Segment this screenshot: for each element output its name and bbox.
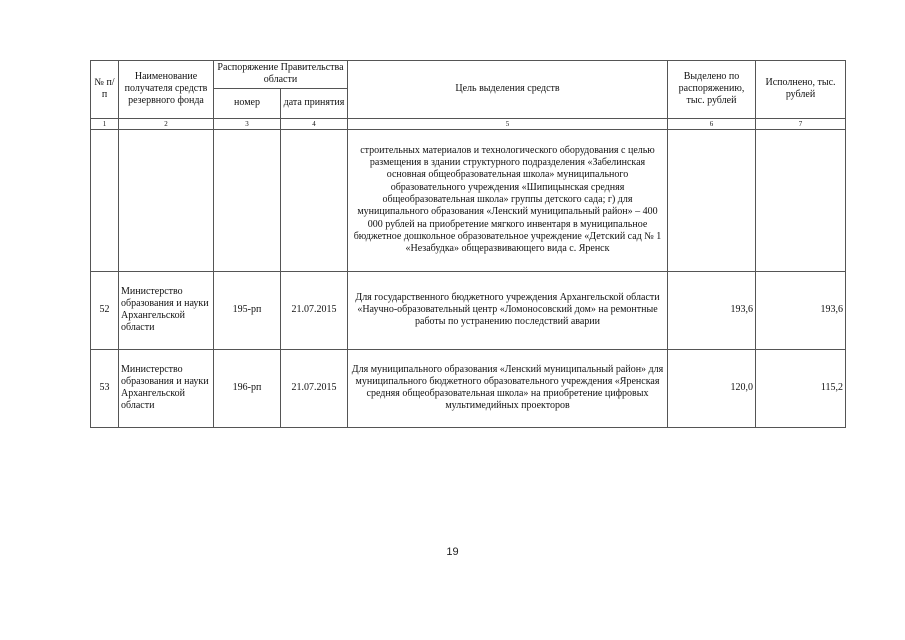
column-number-row [91,118,846,129]
row-order-number: 196-рп [214,349,281,427]
column-number: 1 [91,118,119,129]
empty-cell [756,129,846,271]
row-no: 53 [91,349,119,427]
row-recipient: Министерство образования и науки Архангельской области [119,271,214,349]
row-executed: 115,2 [756,349,846,427]
header-no: № п/п [91,61,119,119]
empty-cell [281,129,348,271]
header-allocated: Выделено по распоряжению, тыс. рублей [668,61,756,119]
empty-cell [668,129,756,271]
column-number: 4 [281,118,348,129]
table-row [91,271,846,349]
column-number: 7 [756,118,846,129]
row-executed: 193,6 [756,271,846,349]
row-order-number: 195-рп [214,271,281,349]
row-order-date: 21.07.2015 [281,349,348,427]
empty-cell [91,129,119,271]
continuation-purpose: строительных материалов и технологического оборудования с целью размещения в здании структурного подразделения «Забелинская основная общеобразовательная школа» муниципального образовательного учреждения «Шипицынская средняя общеобразовательная школа» группы детского сада; г) для муниципального образования «Ленский муниципальный район» – 400 000 рублей на приобретение мягкого инвентаря в муниципальное бюджетное дошкольное образовательное учреждение «Детский сад № 1 «Незабудка» общеразвивающего вида с. Яренск [348,129,668,271]
column-number: 6 [668,118,756,129]
column-number: 5 [348,118,668,129]
header-order-date: дата принятия [281,88,348,118]
column-number: 3 [214,118,281,129]
row-allocated: 193,6 [668,271,756,349]
reserve-fund-table [90,60,846,428]
column-number: 2 [119,118,214,129]
row-allocated: 120,0 [668,349,756,427]
header-row-1 [91,61,846,89]
continuation-row [91,129,846,271]
row-purpose: Для государственного бюджетного учреждения Архангельской области «Научно-образовательный центр «Ломоносовский дом» на ремонтные работы по устранению последствий аварии [348,271,668,349]
header-order-number: номер [214,88,281,118]
page-number: 19 [446,546,459,558]
header-purpose: Цель выделения средств [348,61,668,119]
empty-cell [119,129,214,271]
header-recipient: Наименование получателя средств резервного фонда [119,61,214,119]
row-no: 52 [91,271,119,349]
row-order-date: 21.07.2015 [281,271,348,349]
header-executed: Исполнено, тыс. рублей [756,61,846,119]
table-row [91,349,846,427]
row-recipient: Министерство образования и науки Архангельской области [119,349,214,427]
row-purpose: Для муниципального образования «Ленский муниципальный район» для муниципального бюджетного образовательного учреждения «Яренская средняя общеобразовательная школа» на приобретение цифровых мультимедийных проектоpов [348,349,668,427]
header-order: Распоряжение Правительства области [214,61,348,89]
empty-cell [214,129,281,271]
